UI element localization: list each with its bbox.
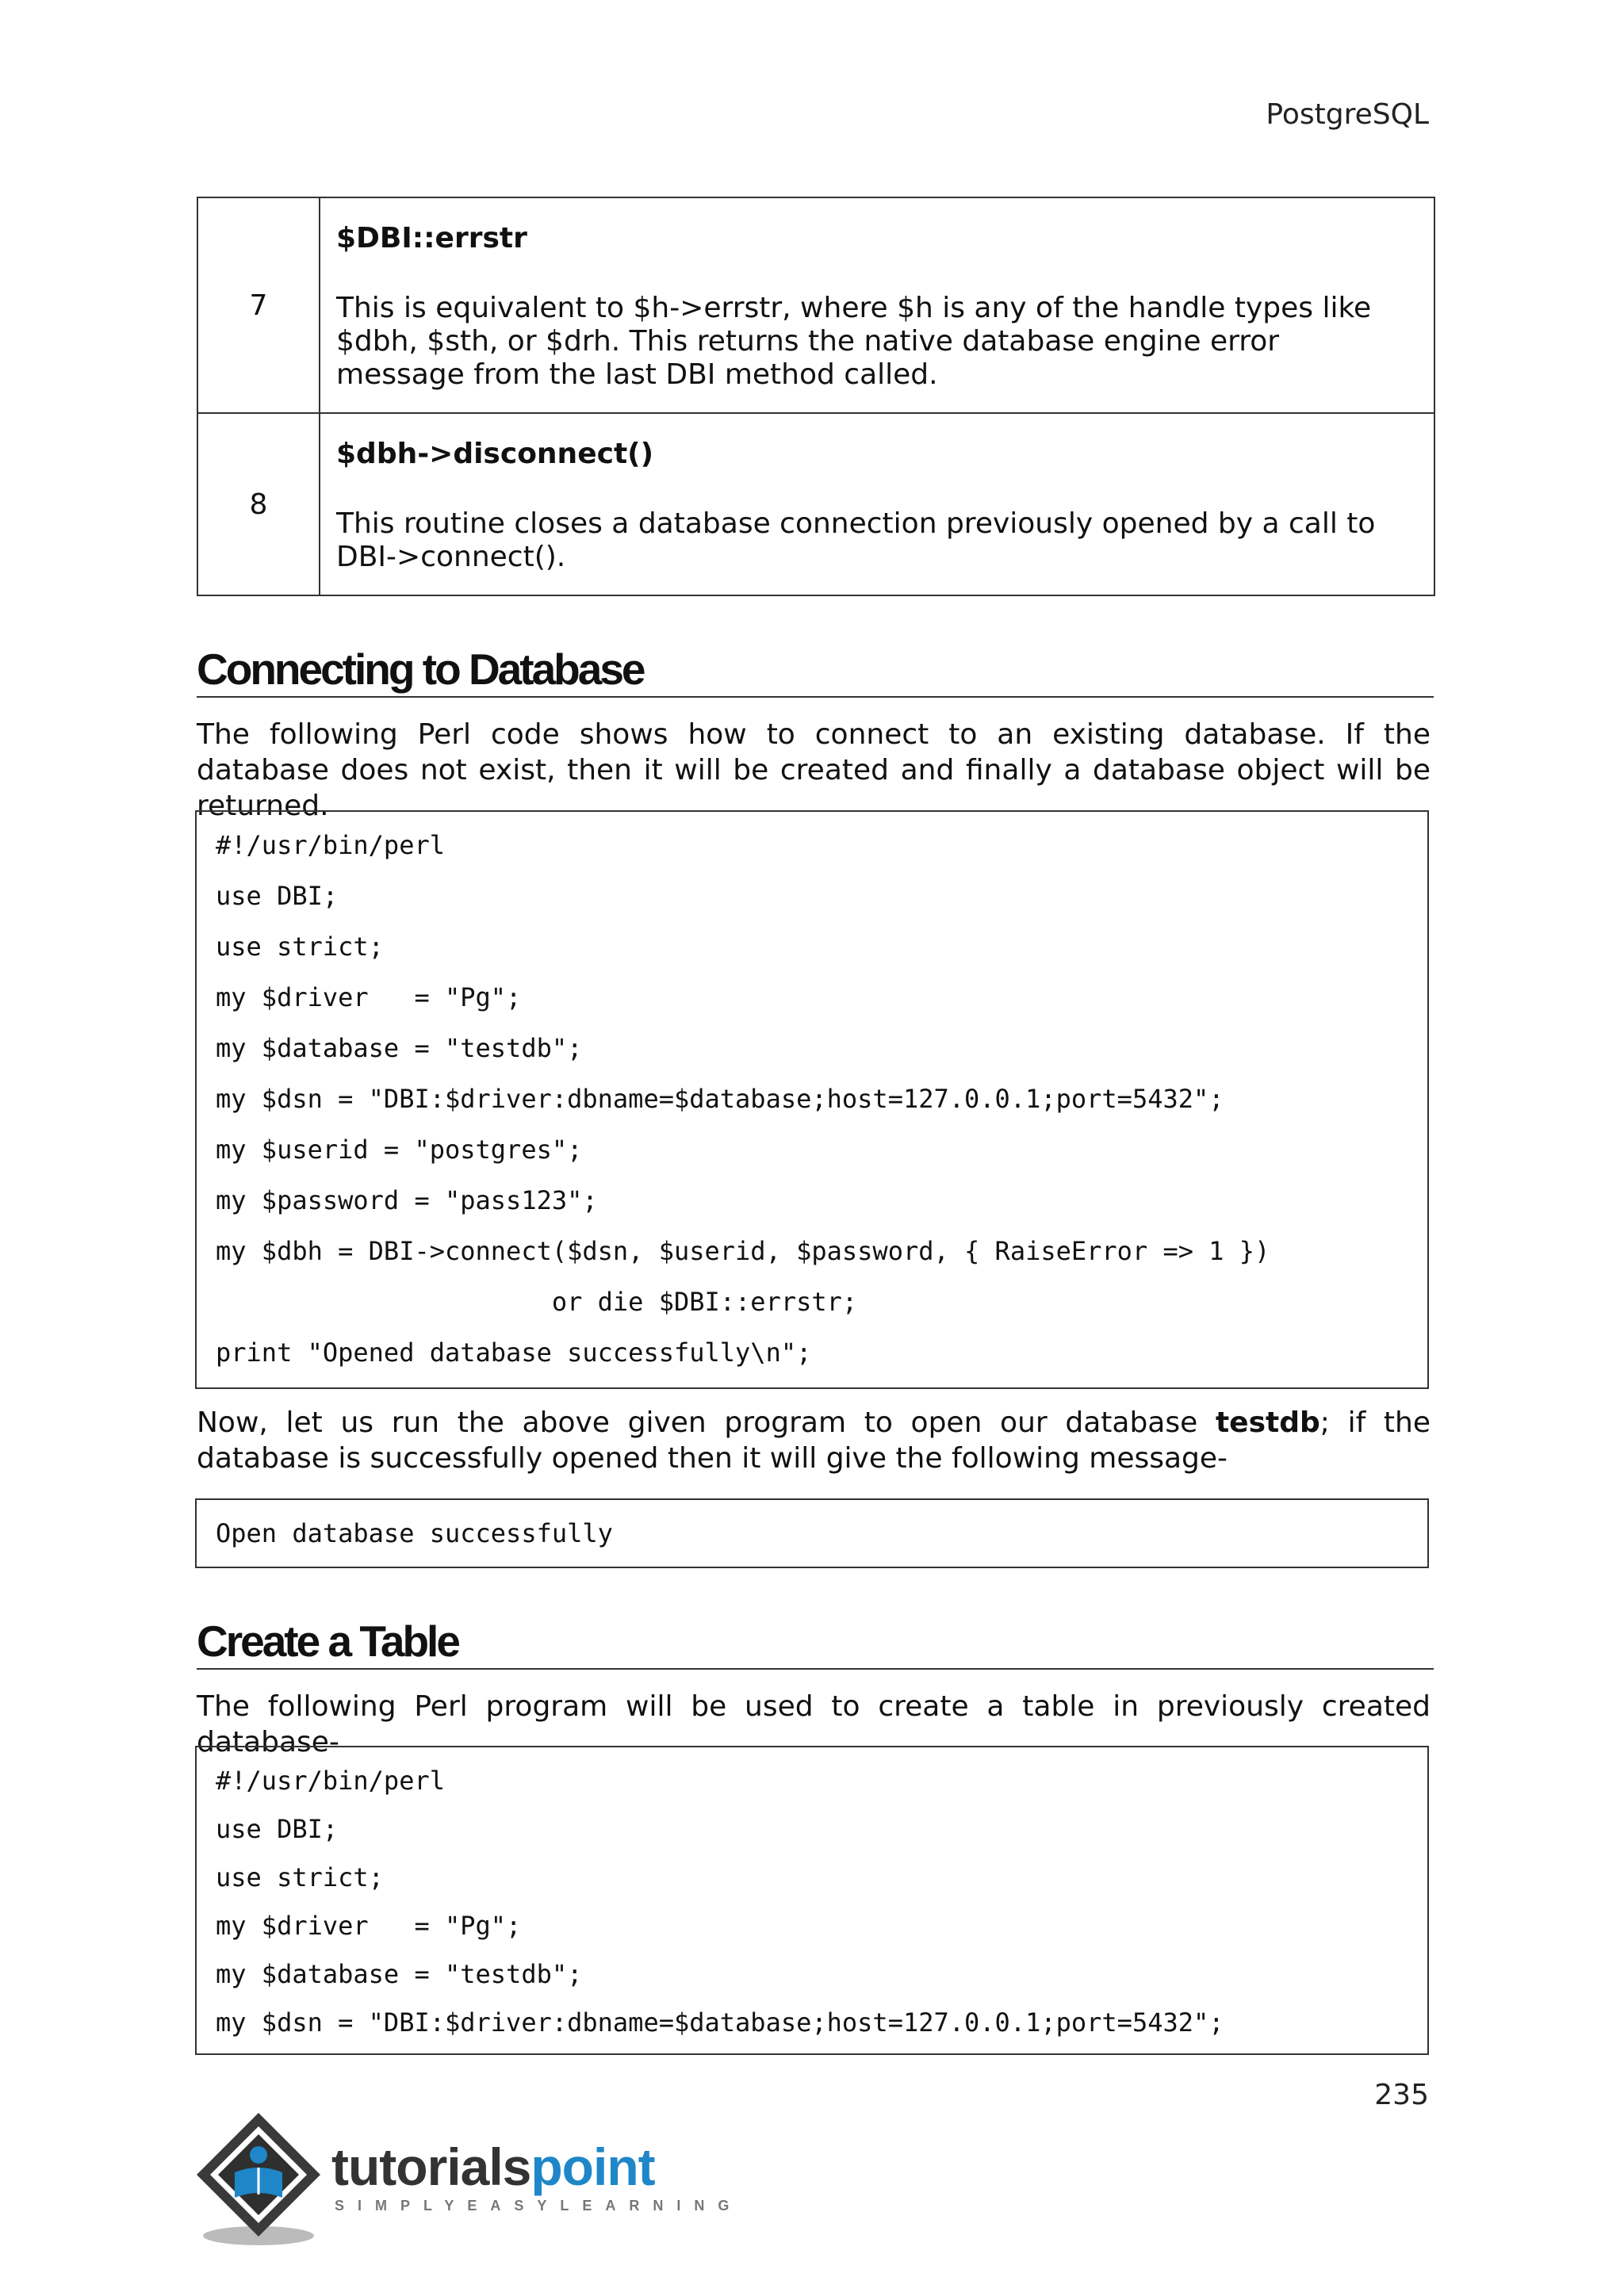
code-line: #!/usr/bin/perl (216, 830, 445, 860)
page-header-title: PostgreSQL (1266, 98, 1429, 131)
code-line: print "Opened database successfully\n"; (216, 1337, 812, 1368)
code-line: my $database = "testdb"; (216, 1959, 583, 1989)
code-line: my $driver = "Pg"; (216, 982, 522, 1012)
code-block-create-table (195, 1746, 1429, 2055)
code-line: my $database = "testdb"; (216, 1033, 583, 1063)
logo-word-point: point (530, 2137, 655, 2196)
method-cell (320, 413, 1434, 595)
code-line: use DBI; (216, 1814, 339, 1844)
code-line: my $dsn = "DBI:$driver:dbname=$database;host=127.0.0.1;port=5432"; (216, 2007, 1224, 2038)
methods-table (197, 197, 1435, 596)
logo-word-tutorials: tutorials (331, 2137, 531, 2196)
code-line: or die $DBI::errstr; (216, 1287, 858, 1317)
method-name: $DBI::errstr (336, 222, 527, 254)
code-line: my $password = "pass123"; (216, 1185, 598, 1215)
method-number: 8 (197, 413, 320, 595)
code-line: my $dsn = "DBI:$driver:dbname=$database;host=127.0.0.1;port=5432"; (216, 1084, 1224, 1114)
logo-tagline: SIMPLYEASYLEARNING (335, 2198, 743, 2214)
paragraph-run-program (197, 1405, 1431, 1476)
database-name-bold: testdb (1215, 1406, 1320, 1439)
paragraph-connect-intro: The following Perl code shows how to connect to an existing database. If the database does not exist, then it will be created and finally a database object will be returned. (197, 718, 1431, 822)
code-line: use DBI; (216, 881, 339, 911)
code-line: my $driver = "Pg"; (216, 1911, 522, 1941)
run-text-end: ; if the database is successfully opened then it will give the following message- (197, 1406, 1431, 1475)
method-cell (320, 197, 1434, 413)
method-description: This routine closes a database connection previously opened by a call to DBI->connect(). (336, 507, 1376, 573)
tutorialspoint-logo (195, 2109, 743, 2252)
logo-emblem-icon (195, 2109, 346, 2252)
code-line: #!/usr/bin/perl (216, 1766, 445, 1796)
section-heading-create-table: Create a Table (197, 1616, 1434, 1670)
run-text-start: Now, let us run the above given program to open our database (197, 1406, 1216, 1439)
code-line: my $userid = "postgres"; (216, 1135, 583, 1165)
table-row (197, 197, 1434, 413)
logo-wordmark (331, 2139, 655, 2195)
method-number: 7 (197, 197, 320, 413)
page-number: 235 (1374, 2079, 1429, 2111)
code-line: use strict; (216, 932, 384, 962)
method-name: $dbh->disconnect() (336, 438, 654, 470)
code-block-connect (195, 810, 1429, 1389)
output-block (195, 1498, 1429, 1568)
section-heading-connecting: Connecting to Database (197, 644, 1434, 698)
code-line: my $dbh = DBI->connect($dsn, $userid, $password, { RaiseError => 1 }) (216, 1236, 1270, 1266)
method-description: This is equivalent to $h->errstr, where $h is any of the handle types like $dbh, $sth, or $drh. This returns the native database engine error message from the last DBI method called. (336, 292, 1372, 391)
code-line: use strict; (216, 1862, 384, 1892)
table-row (197, 413, 1434, 595)
paragraph-create-table-intro: The following Perl program will be used to create a table in previously created database- (197, 1690, 1431, 1758)
output-line: Open database successfully (216, 1518, 613, 1548)
